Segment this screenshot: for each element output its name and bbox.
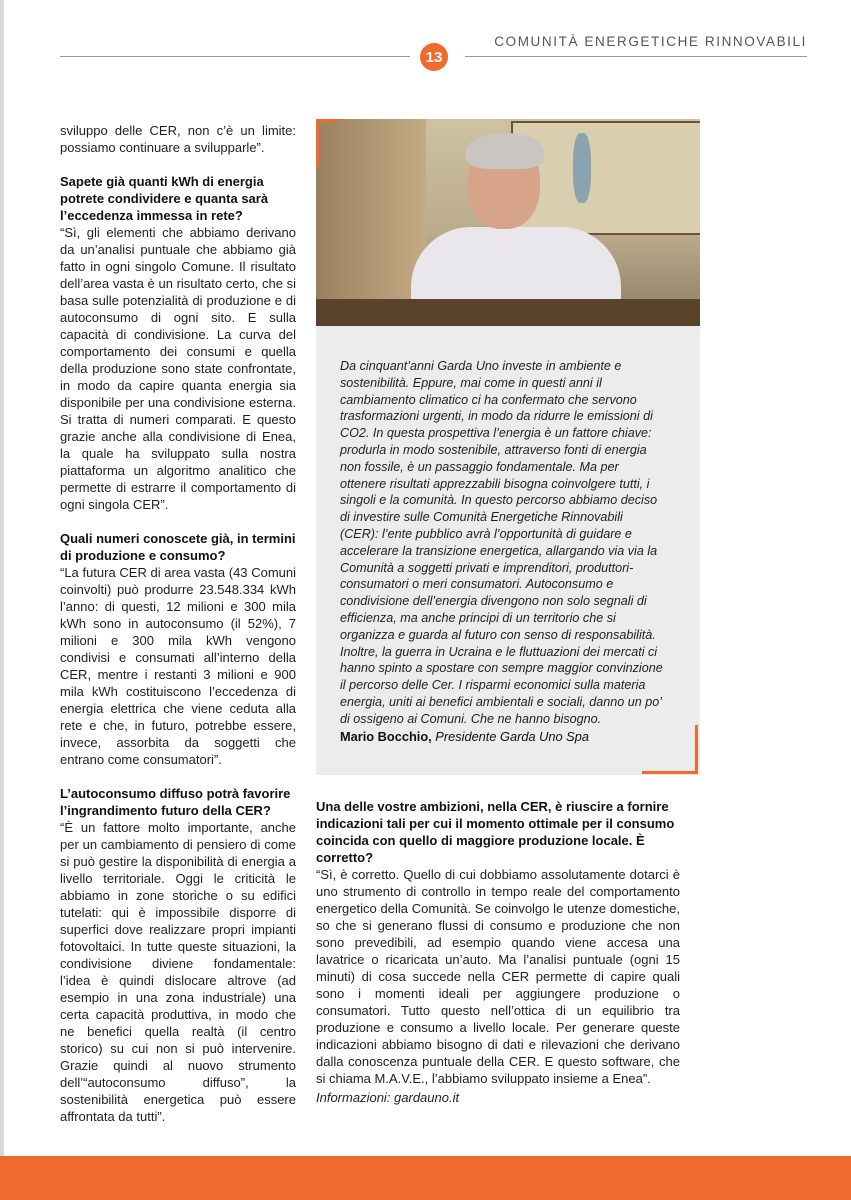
corner-accent-top (316, 119, 338, 122)
paragraph: “È un fattore molto importante, anche per un cambiamento di pensiero di come si può gestire la disponibilità di energia a livello territoriale. Oggi le criticità le abbiamo in zone storiche o su edifici tutelati: qui è impossibile disporre di superfici dove realizzare propri impianti fotovoltaici. In tutte queste situazioni, la condivisione diviene fondamentale: l’idea è quindi dislocare altrove (ad esempio in una zona industriale) una certa capacità produttiva, in modo che ne benefici quella realtà (il centro storico) su cui non si può intervenire. Grazie quindi al nuovo strumento dell’“autoconsumo diffuso”, la sostenibilità energetica può essere affrontata da tutti”. (60, 820, 296, 1124)
paragraph: “Sì, è corretto. Quello di cui dobbiamo assolutamente dotarci è uno strumento di controllo in tempo reale del comportamento energetico della Comunità. Se coinvolgo le utenze domestiche, so che si generano flussi di consumo e produzione che non sono prevedibili, ad esempio quando viene accesa una lavatrice o ricaricata un’auto. Ma l’analisi puntuale (ogni 15 minuti) di cosa succede nella CER permette di capire quali sono i momenti ideali per aggiungere produzione o consumatori. Tutto questo nell’ottica di un equilibrio tra produzione e consumo a livello locale. Per generare queste indicazioni abbiamo bisogno di dati e rilevazioni che derivano dalla conoscenza puntuale della CER. E questo software, che si chiama M.A.V.E., l’abbiamo sviluppato insieme a Enea”. (316, 867, 680, 1086)
author-role: Presidente Garda Uno Spa (435, 729, 589, 744)
spacer (60, 156, 296, 173)
page-edge-shadow (0, 0, 4, 1200)
paragraph: sviluppo delle CER, non c’è un limite: possiamo continuare a svilupparle”. (60, 123, 296, 155)
corner-accent-bottom (642, 771, 698, 774)
header-rule-left (60, 56, 410, 57)
corner-accent-left (316, 119, 319, 167)
photo-hair (466, 133, 544, 169)
footer-bar (0, 1156, 851, 1200)
interview-question: Sapete già quanti kWh di energia potrete condividere e quanta sarà l’eccedenza immessa in rete? (60, 174, 269, 223)
quote-author (340, 729, 670, 744)
author-name: Mario Bocchio, (340, 729, 432, 744)
photo-bookshelf (316, 119, 426, 326)
paragraph: “Sì, gli elementi che abbiamo derivano da un’analisi puntuale che abbiamo già fatto in ogni singolo Comune. Il risultato dell’area vasta è un risultato certo, che si basa sulle potenzialità di produzione e di autoconsumo di ogni sito. E sulla capacità di condivisione. La curva del comportamento dei consumi e quella della produzione sono state confrontate, in modo da capire quanta energia sia disponibile per una condivisione esterna. Si tratta di numeri comparati. E questo grazie anche alla condivisione di Enea, la quale ha sviluppato sulla nostra piattaforma un algoritmo analitico che permette di estrarre il comportamento di ogni singola CER”. (60, 225, 296, 512)
photo-desk (316, 299, 700, 326)
interview-question: Quali numeri conoscete già, in termini di produzione e consumo? (60, 531, 296, 563)
section-title: COMUNITÀ ENERGETICHE RINNOVABILI (494, 34, 807, 49)
right-column (316, 798, 680, 1087)
interview-question: L’autoconsumo diffuso potrà favorire l’ingrandimento futuro della CER? (60, 786, 291, 818)
paragraph: “La futura CER di area vasta (43 Comuni coinvolti) può produrre 23.548.334 kWh l’anno: di questi, 12 milioni e 300 mila kWh sono in autoconsumo (il 52%), 7 milioni e 300 mila kWh vengono condivisi e consumati all’interno della CER, mentre i restanti 3 milioni e 900 mila kWh costituiscono l’eccedenza di energia elettrica che viene ceduta alla rete e che, in futuro, potrebbe essere, invece, assorbita da soggetti che entrano come consumatori”. (60, 565, 296, 767)
spacer (60, 513, 296, 530)
corner-accent-right (695, 725, 698, 773)
interview-question: Una delle vostre ambizioni, nella CER, è riuscire a fornire indicazioni tali per cui il momento ottimale per il consumo coincida con quello di maggiore produzione locale. È corretto? (316, 799, 675, 865)
spacer (60, 768, 296, 785)
page-number-badge: 13 (420, 43, 448, 71)
quote-text: Da cinquant’anni Garda Uno investe in ambiente e sostenibilità. Eppure, mai come in questi anni il cambiamento climatico ci ha confermato che servono trasformazioni urgenti, in modo da ridurre le emissioni di CO2. In questa prospettiva l’energia è un fattore chiave: produrla in modo sostenibile, attraverso fonti di energia non fossile, è un passaggio fondamentale. Ma per ottenere risultati apprezzabili bisogna coinvolgere tutti, i singoli e la comunità. In questo percorso abbiamo deciso di investire sulle Comunità Energetiche Rinnovabili (CER): l’ente pubblico avrà l’opportunità di guidare e accelerare la transizione energetica, allargando via via la Comunità a soggetti privati e imprenditori, produttori-consumatori o meri consumatori. Autoconsumo e condivisione dell’energia divengono non solo segnali di efficienza, ma anche principi di un territorio che si organizza e guarda al futuro con senso di responsabilità. Inoltre, la guerra in Ucraina e le fluttuazioni dei mercati ci hanno spinto a spostare con sempre maggior convinzione il percorso delle Cer. I risparmi economici sulla materia energia, uniti ai benefici ambientali e sociali, danno un po’ di ossigeno ai Comuni. Che ne hanno bisogno. (340, 359, 663, 726)
info-link-text: Informazioni: gardauno.it (316, 1090, 460, 1105)
portrait-photo (316, 119, 700, 326)
left-column (60, 122, 296, 1125)
header-rule-right (465, 56, 807, 57)
